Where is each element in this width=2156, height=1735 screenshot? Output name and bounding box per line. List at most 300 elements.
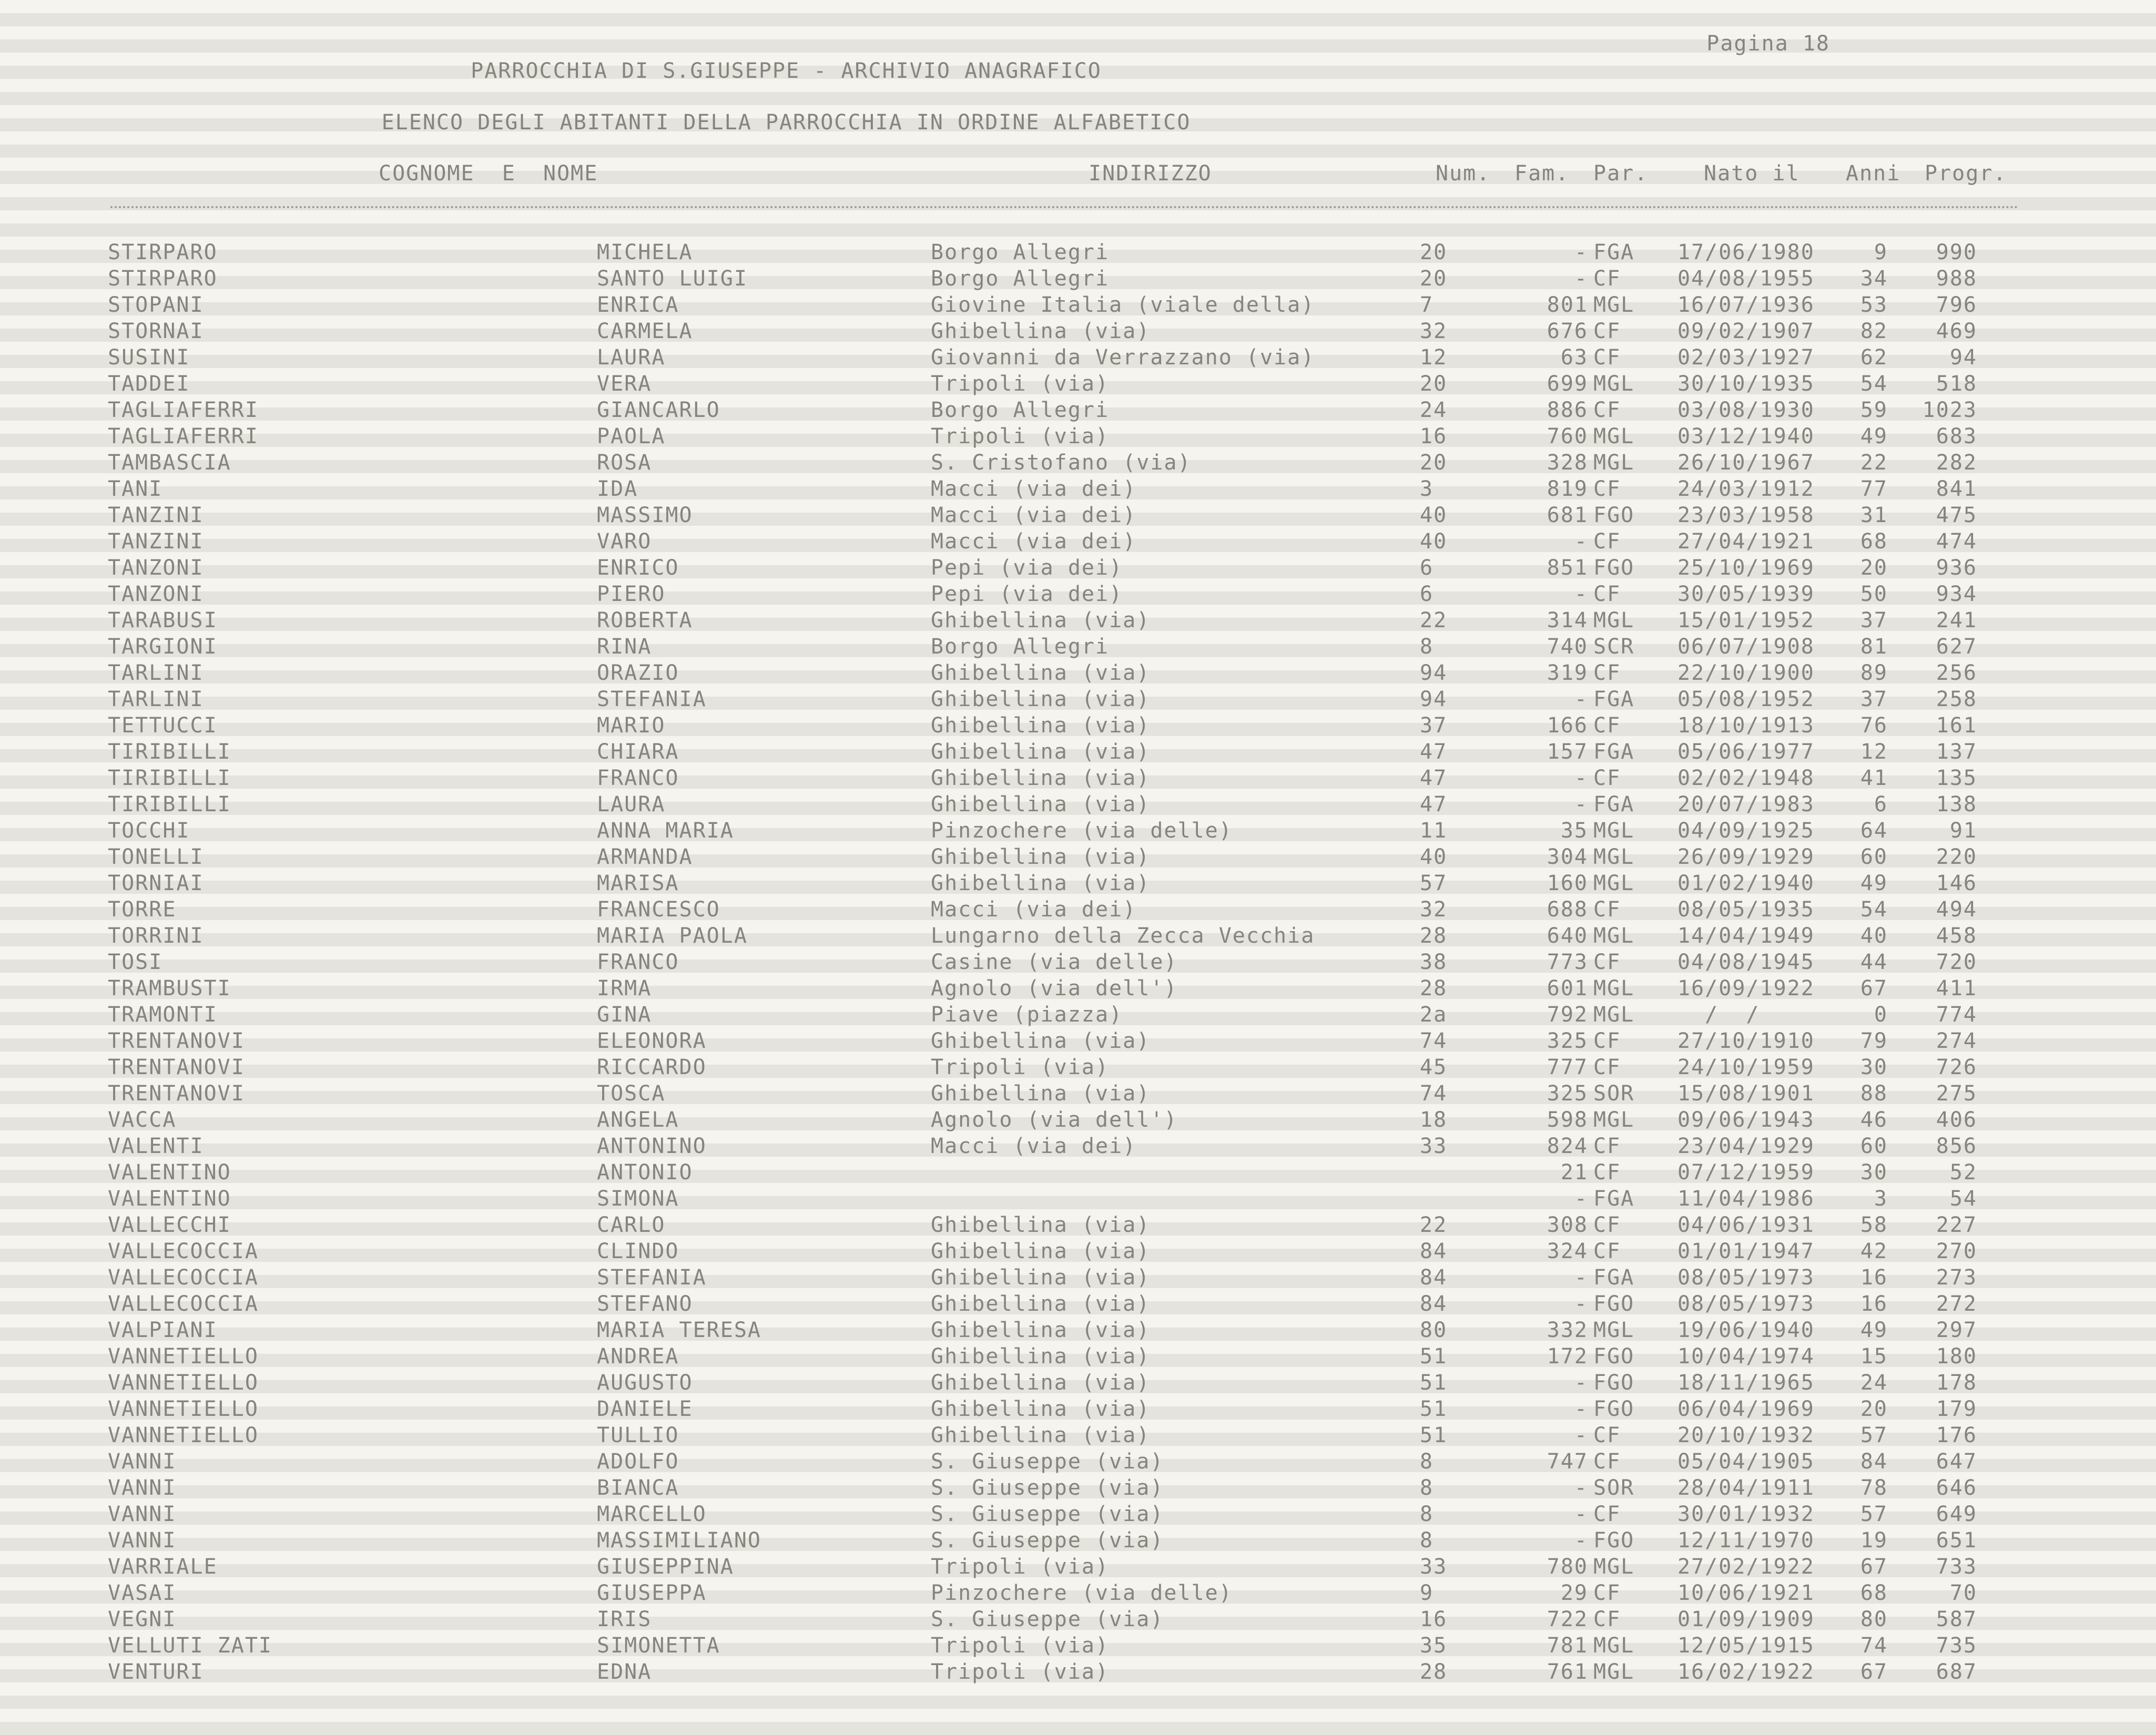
num-cell: 7 [1420, 293, 1434, 317]
table-row [0, 739, 2156, 765]
address-cell: Ghibellina (via) [931, 713, 1151, 738]
prog-cell: 270 [1936, 1239, 1977, 1263]
surname-cell: TADDEI [108, 372, 190, 396]
num-cell: 47 [1420, 766, 1448, 790]
name-cell: ARMANDA [597, 845, 693, 869]
years-cell: 57 [1860, 1423, 1888, 1447]
years-cell: 44 [1860, 950, 1888, 974]
num-cell: 84 [1420, 1292, 1448, 1316]
table-row [0, 1632, 2156, 1659]
table-row [0, 397, 2156, 423]
years-cell: 78 [1860, 1476, 1888, 1500]
surname-cell: TANZONI [108, 556, 204, 580]
table-row [0, 712, 2156, 739]
address-cell: Agnolo (via dell') [931, 1108, 1178, 1132]
fam-cell: 325 [1547, 1029, 1588, 1053]
fam-cell: 688 [1547, 897, 1588, 922]
address-cell: Ghibellina (via) [931, 1318, 1151, 1342]
fam-cell: 21 [1560, 1160, 1588, 1185]
address-cell: Borgo Allegri [931, 240, 1110, 264]
born-cell: 25/10/1969 [1677, 556, 1815, 580]
born-cell: 08/05/1973 [1677, 1292, 1815, 1316]
fam-cell: 747 [1547, 1450, 1588, 1474]
years-cell: 20 [1860, 556, 1888, 580]
born-cell: 06/04/1969 [1677, 1397, 1815, 1421]
surname-cell: VELLUTI ZATI [108, 1634, 272, 1658]
par-cell: CF [1593, 319, 1621, 343]
par-cell: FGA [1593, 792, 1635, 817]
born-cell: 08/05/1973 [1677, 1265, 1815, 1290]
name-cell: MARIA TERESA [597, 1318, 761, 1342]
address-cell: Ghibellina (via) [931, 871, 1151, 895]
prog-cell: 458 [1936, 924, 1977, 948]
num-cell: 28 [1420, 924, 1448, 948]
name-cell: SIMONETTA [597, 1634, 720, 1658]
name-cell: ANGELA [597, 1108, 679, 1132]
fam-cell: 29 [1560, 1581, 1588, 1605]
num-cell: 20 [1420, 267, 1448, 291]
born-cell: 23/03/1958 [1677, 503, 1815, 527]
address-cell: Ghibellina (via) [931, 319, 1151, 343]
surname-cell: TRAMONTI [108, 1003, 218, 1027]
prog-cell: 138 [1936, 792, 1977, 817]
surname-cell: TANZONI [108, 582, 204, 606]
prog-cell: 647 [1936, 1450, 1977, 1474]
par-cell: CF [1593, 1581, 1621, 1605]
surname-cell: SUSINI [108, 345, 190, 370]
fam-cell: - [1574, 766, 1588, 790]
fam-cell: 761 [1547, 1660, 1588, 1684]
born-cell: 24/03/1912 [1677, 477, 1815, 501]
address-cell: Pepi (via dei) [931, 556, 1123, 580]
prog-cell: 91 [1949, 819, 1977, 843]
table-row [0, 1580, 2156, 1606]
years-cell: 49 [1860, 1318, 1888, 1342]
num-cell: 47 [1420, 740, 1448, 764]
num-cell: 94 [1420, 661, 1448, 685]
column-header-fam: Fam. [1514, 161, 1570, 186]
surname-cell: TETTUCCI [108, 713, 218, 738]
years-cell: 77 [1860, 477, 1888, 501]
name-cell: ROBERTA [597, 608, 693, 632]
fam-cell: 722 [1547, 1607, 1588, 1631]
par-cell: CF [1593, 582, 1621, 606]
surname-cell: TIRIBILLI [108, 792, 231, 817]
address-cell: Pinzochere (via delle) [931, 1581, 1233, 1605]
surname-cell: TRENTANOVI [108, 1081, 245, 1106]
surname-cell: VALENTINO [108, 1187, 231, 1211]
fam-cell: 63 [1560, 345, 1588, 370]
born-cell: 20/10/1932 [1677, 1423, 1815, 1447]
num-cell: 35 [1420, 1634, 1448, 1658]
name-cell: STEFANIA [597, 687, 707, 711]
fam-cell: 676 [1547, 319, 1588, 343]
years-cell: 49 [1860, 871, 1888, 895]
prog-cell: 94 [1949, 345, 1977, 370]
par-cell: CF [1593, 529, 1621, 554]
par-cell: MGL [1593, 1108, 1635, 1132]
num-cell: 11 [1420, 819, 1448, 843]
born-cell: 17/06/1980 [1677, 240, 1815, 264]
table-row [0, 1107, 2156, 1133]
num-cell: 8 [1420, 635, 1434, 659]
years-cell: 49 [1860, 424, 1888, 448]
years-cell: 88 [1860, 1081, 1888, 1106]
table-row [0, 1501, 2156, 1527]
name-cell: ANDREA [597, 1344, 679, 1369]
address-cell: Tripoli (via) [931, 372, 1110, 396]
born-cell: 04/08/1945 [1677, 950, 1815, 974]
years-cell: 82 [1860, 319, 1888, 343]
prog-cell: 411 [1936, 976, 1977, 1001]
num-cell: 28 [1420, 1660, 1448, 1684]
prog-cell: 646 [1936, 1476, 1977, 1500]
document-subtitle: ELENCO DEGLI ABITANTI DELLA PARROCCHIA IN ORDINE ALFABETICO [381, 110, 1191, 135]
fam-cell: 740 [1547, 635, 1588, 659]
prog-cell: 720 [1936, 950, 1977, 974]
years-cell: 67 [1860, 1660, 1888, 1684]
num-cell: 74 [1420, 1081, 1448, 1106]
born-cell: 18/10/1913 [1677, 713, 1815, 738]
prog-cell: 258 [1936, 687, 1977, 711]
table-row [0, 1317, 2156, 1343]
years-cell: 12 [1860, 740, 1888, 764]
par-cell: CF [1593, 1450, 1621, 1474]
years-cell: 16 [1860, 1292, 1888, 1316]
address-cell: Ghibellina (via) [931, 661, 1151, 685]
table-row [0, 1606, 2156, 1632]
num-cell: 8 [1420, 1528, 1434, 1553]
born-cell: 27/02/1922 [1677, 1555, 1815, 1579]
par-cell: FGO [1593, 1397, 1635, 1421]
surname-cell: TOCCHI [108, 819, 190, 843]
born-cell: 16/07/1936 [1677, 293, 1815, 317]
table-row [0, 1448, 2156, 1475]
name-cell: MASSIMILIANO [597, 1528, 761, 1553]
table-row [0, 896, 2156, 923]
fam-cell: 824 [1547, 1134, 1588, 1158]
name-cell: FRANCESCO [597, 897, 720, 922]
name-cell: BIANCA [597, 1476, 679, 1500]
par-cell: MGL [1593, 424, 1635, 448]
address-cell: Macci (via dei) [931, 1134, 1137, 1158]
table-row [0, 818, 2156, 844]
prog-cell: 988 [1936, 267, 1977, 291]
num-cell: 38 [1420, 950, 1448, 974]
prog-cell: 275 [1936, 1081, 1977, 1106]
par-cell: MGL [1593, 924, 1635, 948]
fam-cell: 681 [1547, 503, 1588, 527]
name-cell: GIANCARLO [597, 398, 720, 422]
fam-cell: - [1574, 687, 1588, 711]
born-cell: 26/10/1967 [1677, 451, 1815, 475]
years-cell: 64 [1860, 819, 1888, 843]
fam-cell: 781 [1547, 1634, 1588, 1658]
par-cell: MGL [1593, 976, 1635, 1001]
prog-cell: 274 [1936, 1029, 1977, 1053]
surname-cell: TORNIAI [108, 871, 204, 895]
surname-cell: VALLECOCCIA [108, 1292, 259, 1316]
born-cell: 04/08/1955 [1677, 267, 1815, 291]
num-cell: 51 [1420, 1344, 1448, 1369]
par-cell: CF [1593, 950, 1621, 974]
par-cell: CF [1593, 1239, 1621, 1263]
name-cell: PIERO [597, 582, 666, 606]
name-cell: EDNA [597, 1660, 652, 1684]
surname-cell: VALLECOCCIA [108, 1265, 259, 1290]
surname-cell: VANNETIELLO [108, 1397, 259, 1421]
fam-cell: - [1574, 792, 1588, 817]
par-cell: CF [1593, 1607, 1621, 1631]
prog-cell: 220 [1936, 845, 1977, 869]
par-cell: CF [1593, 661, 1621, 685]
years-cell: 89 [1860, 661, 1888, 685]
name-cell: CHIARA [597, 740, 679, 764]
fam-cell: - [1574, 529, 1588, 554]
address-cell: S. Giuseppe (via) [931, 1607, 1164, 1631]
num-cell: 45 [1420, 1055, 1448, 1079]
table-row [0, 1422, 2156, 1448]
surname-cell: TONELLI [108, 845, 204, 869]
fam-cell: - [1574, 1423, 1588, 1447]
par-cell: FGO [1593, 503, 1635, 527]
years-cell: 0 [1874, 1003, 1888, 1027]
par-cell: CF [1593, 345, 1621, 370]
born-cell: 19/06/1940 [1677, 1318, 1815, 1342]
years-cell: 6 [1874, 792, 1888, 817]
born-cell: 16/02/1922 [1677, 1660, 1815, 1684]
surname-cell: TAGLIAFERRI [108, 398, 259, 422]
address-cell: Piave (piazza) [931, 1003, 1123, 1027]
surname-cell: VEGNI [108, 1607, 177, 1631]
num-cell: 47 [1420, 792, 1448, 817]
par-cell: CF [1593, 1423, 1621, 1447]
born-cell: 27/10/1910 [1677, 1029, 1815, 1053]
surname-cell: VACCA [108, 1108, 177, 1132]
prog-cell: 179 [1936, 1397, 1977, 1421]
num-cell: 40 [1420, 845, 1448, 869]
par-cell: CF [1593, 1055, 1621, 1079]
column-header-name: COGNOME E NOME [379, 161, 598, 186]
name-cell: CARLO [597, 1213, 666, 1237]
address-cell: Pepi (via dei) [931, 582, 1123, 606]
table-row [0, 476, 2156, 502]
table-row [0, 660, 2156, 686]
name-cell: MICHELA [597, 240, 693, 264]
num-cell: 8 [1420, 1502, 1434, 1526]
num-cell: 20 [1420, 240, 1448, 264]
fam-cell: 332 [1547, 1318, 1588, 1342]
fam-cell: - [1574, 1476, 1588, 1500]
page-number: Pagina 18 [1706, 32, 1830, 56]
table-row [0, 1028, 2156, 1054]
name-cell: VARO [597, 529, 652, 554]
par-cell: CF [1593, 766, 1621, 790]
name-cell: IRMA [597, 976, 652, 1001]
num-cell: 51 [1420, 1371, 1448, 1395]
surname-cell: STOPANI [108, 293, 204, 317]
prog-cell: 934 [1936, 582, 1977, 606]
table-row [0, 450, 2156, 476]
prog-cell: 256 [1936, 661, 1977, 685]
num-cell: 2a [1420, 1003, 1448, 1027]
table-row [0, 1343, 2156, 1370]
years-cell: 68 [1860, 1581, 1888, 1605]
surname-cell: VANNI [108, 1502, 177, 1526]
fam-cell: - [1574, 267, 1588, 291]
name-cell: PAOLA [597, 424, 666, 448]
fam-cell: - [1574, 1371, 1588, 1395]
num-cell: 51 [1420, 1423, 1448, 1447]
address-cell: Ghibellina (via) [931, 740, 1151, 764]
address-cell: S. Cristofano (via) [931, 451, 1192, 475]
fam-cell: - [1574, 1528, 1588, 1553]
fam-cell: - [1574, 1187, 1588, 1211]
prog-cell: 726 [1936, 1055, 1977, 1079]
name-cell: SIMONA [597, 1187, 679, 1211]
table-row [0, 1080, 2156, 1107]
prog-cell: 841 [1936, 477, 1977, 501]
fam-cell: 314 [1547, 608, 1588, 632]
name-cell: TULLIO [597, 1423, 679, 1447]
years-cell: 67 [1860, 1555, 1888, 1579]
years-cell: 62 [1860, 345, 1888, 370]
address-cell: Tripoli (via) [931, 1634, 1110, 1658]
table-row [0, 949, 2156, 975]
num-cell: 28 [1420, 976, 1448, 1001]
fam-cell: 801 [1547, 293, 1588, 317]
years-cell: 31 [1860, 503, 1888, 527]
address-cell: S. Giuseppe (via) [931, 1528, 1164, 1553]
num-cell: 74 [1420, 1029, 1448, 1053]
address-cell: Tripoli (via) [931, 1555, 1110, 1579]
years-cell: 80 [1860, 1607, 1888, 1631]
address-cell: Ghibellina (via) [931, 792, 1151, 817]
years-cell: 54 [1860, 372, 1888, 396]
prog-cell: 52 [1949, 1160, 1977, 1185]
born-cell: 30/05/1939 [1677, 582, 1815, 606]
fam-cell: - [1574, 582, 1588, 606]
born-cell: 24/10/1959 [1677, 1055, 1815, 1079]
prog-cell: 796 [1936, 293, 1977, 317]
table-row [0, 975, 2156, 1002]
table-row [0, 371, 2156, 397]
table-row [0, 502, 2156, 528]
surname-cell: VANNETIELLO [108, 1371, 259, 1395]
fam-cell: 780 [1547, 1555, 1588, 1579]
prog-cell: 54 [1949, 1187, 1977, 1211]
prog-cell: 683 [1936, 424, 1977, 448]
address-cell: Ghibellina (via) [931, 1371, 1151, 1395]
table-row [0, 266, 2156, 292]
prog-cell: 474 [1936, 529, 1977, 554]
surname-cell: TAMBASCIA [108, 451, 231, 475]
table-row [0, 1238, 2156, 1264]
surname-cell: TANZINI [108, 503, 204, 527]
fam-cell: - [1574, 1265, 1588, 1290]
num-cell: 94 [1420, 687, 1448, 711]
prog-cell: 475 [1936, 503, 1977, 527]
address-cell: Tripoli (via) [931, 1055, 1110, 1079]
fam-cell: 166 [1547, 713, 1588, 738]
address-cell: Ghibellina (via) [931, 1029, 1151, 1053]
par-cell: SCR [1593, 635, 1635, 659]
born-cell: 05/04/1905 [1677, 1450, 1815, 1474]
prog-cell: 282 [1936, 451, 1977, 475]
name-cell: TOSCA [597, 1081, 666, 1106]
years-cell: 19 [1860, 1528, 1888, 1553]
years-cell: 67 [1860, 976, 1888, 1001]
num-cell: 33 [1420, 1555, 1448, 1579]
born-cell: 15/08/1901 [1677, 1081, 1815, 1106]
prog-cell: 70 [1949, 1581, 1977, 1605]
table-row [0, 607, 2156, 634]
name-cell: STEFANO [597, 1292, 693, 1316]
par-cell: MGL [1593, 871, 1635, 895]
prog-cell: 627 [1936, 635, 1977, 659]
surname-cell: VANNETIELLO [108, 1344, 259, 1369]
years-cell: 37 [1860, 687, 1888, 711]
prog-cell: 273 [1936, 1265, 1977, 1290]
table-row [0, 1133, 2156, 1159]
surname-cell: TARGIONI [108, 635, 218, 659]
num-cell: 40 [1420, 503, 1448, 527]
surname-cell: VALENTINO [108, 1160, 231, 1185]
prog-cell: 1023 [1922, 398, 1977, 422]
par-cell: MGL [1593, 1555, 1635, 1579]
table-row [0, 1475, 2156, 1501]
address-cell: Ghibellina (via) [931, 1239, 1151, 1263]
fam-cell: 777 [1547, 1055, 1588, 1079]
table-row [0, 423, 2156, 450]
address-cell: Ghibellina (via) [931, 608, 1151, 632]
born-cell: 05/08/1952 [1677, 687, 1815, 711]
born-cell: 12/11/1970 [1677, 1528, 1815, 1553]
par-cell: CF [1593, 398, 1621, 422]
table-row [0, 870, 2156, 896]
surname-cell: VALPIANI [108, 1318, 218, 1342]
column-header-num: Num. [1436, 161, 1491, 186]
years-cell: 40 [1860, 924, 1888, 948]
par-cell: CF [1593, 897, 1621, 922]
num-cell: 22 [1420, 608, 1448, 632]
column-header-address: INDIRIZZO [1089, 161, 1212, 186]
num-cell: 33 [1420, 1134, 1448, 1158]
prog-cell: 735 [1936, 1634, 1977, 1658]
num-cell: 57 [1420, 871, 1448, 895]
name-cell: ADOLFO [597, 1450, 679, 1474]
num-cell: 84 [1420, 1239, 1448, 1263]
born-cell: 05/06/1977 [1677, 740, 1815, 764]
address-cell: Ghibellina (via) [931, 1344, 1151, 1369]
par-cell: MGL [1593, 451, 1635, 475]
years-cell: 24 [1860, 1371, 1888, 1395]
surname-cell: VALLECOCCIA [108, 1239, 259, 1263]
table-row [0, 923, 2156, 949]
prog-cell: 272 [1936, 1292, 1977, 1316]
num-cell: 51 [1420, 1397, 1448, 1421]
fam-cell: 640 [1547, 924, 1588, 948]
address-cell: Lungarno della Zecca Vecchia [931, 924, 1315, 948]
num-cell: 22 [1420, 1213, 1448, 1237]
table-row [0, 581, 2156, 607]
surname-cell: TRENTANOVI [108, 1055, 245, 1079]
surname-cell: VALENTI [108, 1134, 204, 1158]
name-cell: MARIO [597, 713, 666, 738]
fam-cell: 308 [1547, 1213, 1588, 1237]
fam-cell: 819 [1547, 477, 1588, 501]
table-row [0, 1370, 2156, 1396]
